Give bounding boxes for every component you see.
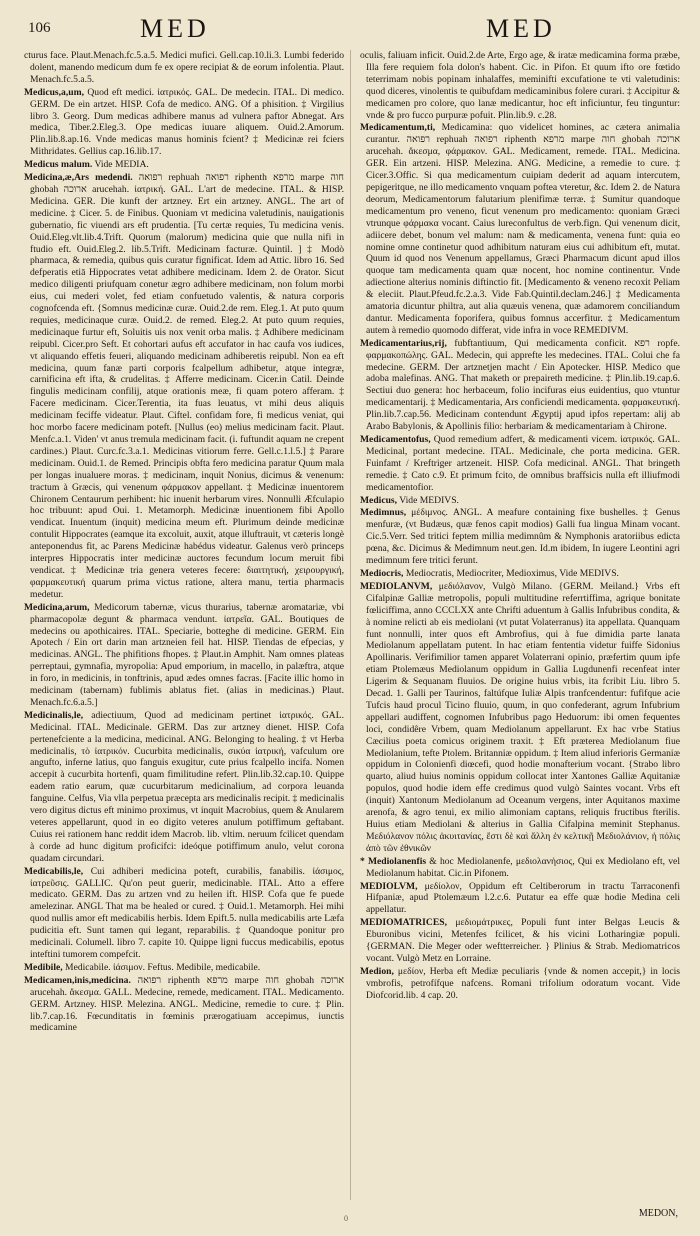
entry-headword: Medicina,æ,Ars medendi. xyxy=(24,172,133,184)
page-number: 106 xyxy=(28,20,51,36)
entry-headword: Medicus, xyxy=(360,494,398,506)
dictionary-entry xyxy=(360,881,680,917)
dictionary-entry xyxy=(360,966,680,1002)
dictionary-entry xyxy=(360,507,680,567)
entry-text: μεδιόλανον, Vulgò Milano. {GERM. Meiland.} Vrbs eft Cifalpinæ Galliæ metropolis, populi multitudine referrtiffima, agrique bonitate fœliciffima, anno CCCLXX ante Chrifti aduentum à Gallis Infubribus condita, & à nomine relicti ab eis mediolani (vt putat Volaterranus) ita appellata. Quanquam funt nonnulli, inter quos eft Ambrofius, qui à fue dimidia parte lanata Mediolanum appellatam putent. In hac etiam fententia videtur fuiffe Sidonius Apollinaris. Verifimilior tamen apparet Volaterrani opinio, præfertim quum ipfe etiam Ptolemæus Mediolanum oppidum in Gallia Lugdunenfi recenfeat inter Ligerim & Sequanam fluuios. De origine huius vrbis, ita fcribit Liu. libro 5. Decad. 1. Galli per Taurinos, faltúfque Iuliæ Alpis tranfcendentur: fufifque acie Tufcis haud procul Ticino fluuio, quum, in quo confederant, agrum Infubrium appellari audiffent, cognomen Infubribus pago Heduorum: ibi omen fequentes loci, condidêre Vrbem, quam Mediolanum appellarunt. Ex hac vrbe Statius Cæcilius poeta comicus originem traxit. ‡ Eft præterea Mediolanum fiue Mediolanium, tefte Ptolem. Britanniæ oppidum. ‡ Item aliud inferioris Germaniæ oppidum in Colonienfi diœcefi, quod hodie monafterium vocant. {Strabo libro quarto, aliud huius nominis oppidum collocat inter Xantones Galliæ Aquitaniæ populos, quod hodie idem effe credimus quod vulgò Saintes vocant. Vrbs eft (inquit) Xantonum Mediolanum ad Oceanum vergens, inter Aquitanos maxime arenofa, & agro tenui, ex milio alimoniam captans, reliquis fructibus fterilis. Huius etiam Mediolani & alterius in Gallia Cifalpina meminit Stephanus. Μεδιόλανον πόλις ἀκυιτανίας, ἔστι δὲ καὶ ἄλλη ἐν κελτικῇ Μεδιολάνιον, ἡ πόλις ἀπὸ τῶν ἐθνικῶν xyxy=(366,580,680,854)
entry-text: Medicorum tabernæ, vicus thurarius, tabernæ aromatariæ, vbi pharmacopolæ degunt & pharmaca vendunt. ἰατρεῖα. GAL. Boutiques de medecins ou apothicaires. ITAL. Speciarie, botteghe di medicine. GERM. Ein Apotech / Ein ort darin man artzneien feil hat. HISP. Tiendas de efpecias, y medicinas. ANGL. The phifitions fhopes. ‡ Plaut.in Amphit. Nam omnes plateas perreptaui, gymnafia, myropolia: Apud emporium, in macello, in palæftra, atque in foro, in medicinis, in tonftrinis, apud ædes omnes facras. [Facite illic homo in medicinam (tabernam) fublimis ablatus fiet. (alias in medicinas.) Plaut. Menach.fc.6.a.5.] xyxy=(30,601,344,708)
dictionary-entry xyxy=(24,866,344,961)
dictionary-entry xyxy=(360,495,680,507)
dictionary-entry xyxy=(360,434,680,494)
entry-text: μέδιμνος. ANGL. A meafure containing fixe bushelles. ‡ Genus menfuræ, (vt Budæus, quæ fenos capit modios) Galli fua lingua Minam vocant. Cic.5.Verr. Sed tritici feptem millia medimnûm & Nymphonis aratoriibus edicta pœna, &c. Dicimus & Medimnum neut.gen. Id.m ibidem, In iugere Leontini agri medimnum fere tritici ferunt. xyxy=(366,507,680,567)
catchword: MEDON, xyxy=(638,1208,678,1219)
dictionary-entry xyxy=(360,568,680,580)
running-head-left: MED xyxy=(140,14,210,43)
entry-text: רפואה riphenth מרפא marpe חוה ghobah ארוכה arucehah. ἄκεσμα. GALL. Medecine, remede, medicament. ITAL. Medicamento. GERM. Artzney. HISP. Melezina. ANGL. Medicine, remedie to cure. ‡ Plin. lib.7.cap.16. Fœcunditatis in fœminis prærogatiuam accepimus, iunctis medicamine xyxy=(30,974,344,1034)
entry-headword: * Mediolanenfis xyxy=(360,855,427,867)
dictionary-entry xyxy=(24,602,344,709)
right-column xyxy=(360,50,680,1205)
entry-headword: Medicina,arum, xyxy=(24,601,90,613)
entry-text: Quod eft medici. ἰατρικός. GAL. De medecin. ITAL. Di medico. GERM. De ein artzet. HISP. Cofa de medico. ANG. Of a phisition. ‡ Virgilius libro 3. Georg. Dum medicas adhibere manus ad vulnera paftor Abnegat. Ars medica, Tiber.2.Eleg.3. Ope medicas iuuare aliquem. Ouid.2.Amorum. Plin.lib.8.ap.16. Vnde medicas manus hominis fcient? ‡ Medicinæ rei fciers Mithridates. Gellius cap.16.lib.17. xyxy=(30,86,344,158)
dictionary-entry xyxy=(24,50,344,86)
dictionary-entry xyxy=(360,581,680,855)
entry-text: cturus face. Plaut.Menach.fc.5.a.5. Medici mufici. Gell.cap.10.li.3. Lumbi federido dolent, manendo medicum dum fe ex opere recipiat & de eorum infolentia. Plaut. Menach.fc.5.a.5. xyxy=(24,50,344,85)
dictionary-entry xyxy=(360,338,680,433)
entry-headword: Medicamentarius,rij, xyxy=(360,337,447,349)
left-column xyxy=(24,50,344,1205)
entry-headword: Medicabilis,le, xyxy=(24,865,84,877)
entry-headword: Medicus,a,um, xyxy=(24,86,84,98)
entry-text: Medicamina: quo videlicet homines, ac cætera animalia curantur. רפואה rephuah רפואה riphenth מרפא marpe חוה ghobah ארוכה arucehah. ἄκεσμα, φάρμακον. GAL. Medicament, remede. ITAL. Medicina. GER. Ein artzeni. HISP. Melezina. ANG. Medicine, a remedie to cure. ‡ Cicer.3.Offic. Si qua medicamentum cuipiam dederit ad aquam intercutem, pepigeritque, ne illo medicamento vnquam poftea vteretur, &c. Idem 2. de Natura deorum, Medicamentorum falutarium plenifimæ terræ. ‡ Sumitur quandoque medicamentum pro veneno, ficut venenum pro medicamento: quoniam Græci vtrunque φάρμακα vocant. Caius lureconfultus de verb.fign. Qui venenum dicit, adiicere debet, bonum vel malum: nam & medicamenta, venena funt: quia eo nomine omne continetur quod adhibitum naturam eius cui adhibitum eft, mutat. Quum id quod nos Venenum appellamus, Græci Pharmacum dicunt apud illos quoque tam medicamenta quam quæ nocent, hoc nomine continentur. Vnde adiectione alterius nominis diftinctio fit. [Medicamento & veneno recoxit Peliam & eleciit. Plaut.Pfeud.fc.2.a.3. Vide Fab.Quintil.declam.246.] ‡ Medicamenta amatoria dicuntur philtra, aut alia quæuis venena, quæ adamorem conciliandum dantur. Medicamenta foporifera, quibus fomnus accerfitur. ‡ Medicamentum autem à remedio quomodo differat, vide infra in voce REMEDIVM. xyxy=(366,122,680,336)
entry-text: fubftantiuum, Qui medicamenta conficit. רפא ropfe. φαρμακοπώλης. GAL. Medecin, qui apprefte les medecines. ITAL. Colui che fa medecine. GERM. Der artznetjen macht / Ein Apotecker. HISP. Medico que adoba malefinas. ANG. That maketh or prepaireth medicine. ‡ Plin.lib.19.cap.6. Sectiui duo genera: hoc herbaceum, folio incifuras eius euidentius, quo vtuntur medicamentarij. ‡ Medicamentaria, Ars conficiendi medicamenta. φαρμακευτική. Plin.lib.7.cap.56. Medicinam contendunt Ægyptij apud ipfos repertam: alij ab Arabo Babylonis, & Apollinis filio: herbariam & medicamentariam à Chirone. xyxy=(366,337,680,433)
dictionary-entry xyxy=(360,122,680,336)
entry-headword: Medicamentofus, xyxy=(360,434,431,445)
entry-headword: Medicus malum. xyxy=(24,159,93,171)
entry-text: Vide MEDIA. xyxy=(94,159,149,171)
entry-text: Vide MEDIVS. xyxy=(399,494,459,506)
entry-headword: Medicamentum,ti, xyxy=(360,122,436,134)
entry-headword: Medicinalis,le, xyxy=(24,709,84,721)
entry-headword: MEDIOMATRICES, xyxy=(360,917,447,929)
dictionary-entry xyxy=(360,856,680,880)
entry-text: Medicabile. ἰάσιμον. Feftus. Medibile, medicabile. xyxy=(65,961,261,973)
dictionary-entry xyxy=(24,159,344,171)
entry-text: Quod remedium adfert, & medicamenti vicem. ἰατρικός. GAL. Medicinal, portant medecine. ITAL. Medicinale, che porta medicina. GER. Fuinfamt / Kreftriger artzeneit. HISP. Cofa medicinal. ANGL. That bringeth remedie. ‡ Cato c.9. Et primum fcito, de omnibus braffsicis nulla eft illiufmodi medicamentofior. xyxy=(366,434,680,493)
page-header xyxy=(0,14,700,44)
dictionary-entry xyxy=(360,50,680,121)
dictionary-entry xyxy=(24,962,344,974)
entry-headword: Medion, xyxy=(360,965,394,977)
entry-text: Cui adhiberi medicina poteft, curabilis, fanabilis. ἰάσιμος, ἰατρεῦσις. GALLIC. Qu'on peut guerir, medicinable. ITAL. Atto a effere medicato. GERM. Das zu artzen vnd zu heilen ift. HISP. Cofa que fe puede amelezinar. ANGL That ma be healed or cured. ‡ Ouid.1. Metamorph. Hei mihi quod nullis amor eft medicabilis herbis. Idem Epift.5. nulla medicabilis arte Læfa pudicitia eft. Sunt tamen qui legant, reparabilis. ‡ Quandoque ponitur pro medicinali. Columell. libro 7. capite 10. Quippe ligni fuccus medicabilis, epotus inteftini tumorem compefcit. xyxy=(30,865,344,960)
dictionary-entry xyxy=(360,917,680,965)
entry-text: & hoc Mediolanenfe, μεδιολανήσιος, Qui ex Mediolano eft, vel Mediolanum habitat. Cic.in Pifonem. xyxy=(366,855,680,879)
dictionary-entry xyxy=(24,87,344,158)
entry-headword: MEDIOLANVM, xyxy=(360,580,433,592)
entry-headword: Medimnus, xyxy=(360,507,407,519)
column-divider xyxy=(350,50,351,1200)
entry-text: μεδιομάτρικες, Populi funt inter Belgas Leucis & Eburonibus vicini, Metenfes fcilicet, & his vicini Lotharingiæ populi. {GERMAN. Die Meger oder weftterreicher. } Plinius & Strab. Mediomatricos vocant. Vulgò Metz en Lorraine. xyxy=(366,917,680,964)
dictionary-entry xyxy=(24,710,344,865)
entry-text: Mediocratis, Mediocriter, Medioximus, Vide MEDIVS. xyxy=(405,567,619,579)
dictionary-entry xyxy=(24,975,344,1035)
dictionary-entry xyxy=(24,172,344,601)
entry-text: μεδίολον, Oppidum eft Celtiberorum in tractu Tarraconenfi Hifpaniæ, apud Ptolemæum l.2.c.6. Putatur ea effe quæ hodie Medina celi appellatur. xyxy=(366,880,680,916)
entry-text: oculis, faliuam inficit. Ouid.2.de Arte, Ergo age, & iratæ medicamina forma præbe, Illa fere requiem fola dolon's habent. Cic. in Pifon. Et quum ifto ore fœtido teterrimam nobis popinam inhalaffes, meminifti excufatione te vti valetudinis: quod diceres, vinolentis te quibufdam medicaminibus folere curari. ‡ Accipitur & medicamen pro colore, quo lanæ medicantur, hoc eft inficiuntur, feu tinguntur: vnde & pro fucco purpuræ pofuit. Plin.lib.9. c.28. xyxy=(360,50,680,121)
entry-headword: MEDIOLVM, xyxy=(360,880,418,892)
entry-headword: Medicamen,inis,medicina. xyxy=(24,974,131,986)
entry-headword: Medibile, xyxy=(24,961,63,973)
entry-text: רפואה rephuah רפואה riphenth מרפא marpe חוה ghobah ארוכה arucehah. ἰατρική. GAL. L'art de medecine. ITAL. & HISP. Medicina. GER. Die kunft der artzney. Ert ein artzney. ANGL. The art of medicine. ‡ Cicer. 5. de Finibus. Quoniam vt medicina valetudinis, nauigationis gubernatio, fic viuendi ars eft prudentia. [Tu certæ requies, Tu medicina venis. Ouid.Eleg.vlt.lib.4.Trift. Quorum (malorum) medicina quie que nulla nifi in ftudio eft. Ouid.Eleg.2. lib.5.Trift. Medicinam facturæ. Quintil. ] ‡ Modò pharmaca, & remedia, quibus quis curatur fignificat. Idem ad Attic. libro 16. Sed defperatis etiā Hippocrates vetat adhibere medicinam. Idem 2. de Orator. Sicut medico diligenti priufquam conetur ægro adhibere medicinam, non folum morbi eius, cui mederi volet, fed etiam confuetudo valentis, & natura corporis cognofcenda eft. {Somnus medicinæ curæ. Ouid.2.de rem. Eleg.1. At puto quum requies, medicinaque curæ. Ouid.2. de remed. Eleg.2. At puto quum requies, medicinaque furtur eft, Soluitis uis nox venit orba malis. ‡ Adhibere medicinam reipubl. Cicer.pro Seft. Et cohortari aufus eft accufator in hac caufa vos iudices, vt aliquando effetis feueri, aliquando medicinam adhiberetis reipubl. Non ea eft medicina, quum fanæ parti corporis fcalpellum adhibetur, atque integræ, carnificina eft ifta, & crudelitas. ‡ Afferre medicinam. Cicer.in Catil. Deinde fingulis medicinam confilij, atque orationis meæ, fi quam potero afferam. ‡ Facere medicinam. Cicer.Terentia, ita fuas leuatus, vt mihi deus aliquis medicinam feciffe videatur. Plaut. Ciftel. confidam fore, fi medicus veniat, qui hoc morbo facere medicinam poteft. [Nullus (eo) melius medicinam facit. Plaut. Menfc.a.1. Viden' vt anus tremula medicinam facit. (i. fuftundit aquam ne crepent cardines.) Plaut. Curc.fc.3.a.1. Medicinas vitiorum ferre. Gell.c.1.l.5.] ‡ Parare medicinam. Ouid.1. de Remed. Principis obfta fero medicina paratur Quum mala per longas inualuere moras. ‡ medicinam, inquit Nonius, dicimus & venenum: tractum à Græcis, qui venenum φάρμακον appellant. ‡ Medicinæ inuentorem Chironem Centaurum perhibent: hic inuenit herbarum vires. Nonnulli Æfculapio hoc tribuunt: apud Oui. 1. Metamorph. Medicinæ inuentionem fibi Apollo vendicat. Inuentum (inquit) medicina meum eft. Plurimum deinde medicinæ contulit Hippocrates (eamque ita excoluit, auxit, atque illuftrauit, vt cæteris longè anteponendus fit, ac Parens Medicinæ habédus videatur. Galenus verò princeps interpres Hippocratis inter medicinæ auctores fecundum locum meruit fibi vendicat. ‡ Medicinæ tria genera veteres fecere: διαιτητική, χειρουργική, φαρμακευτική quarum prima victus ratione, altera manu, tertia pharmacis medetur. xyxy=(30,172,344,600)
entry-headword: Mediocris, xyxy=(360,567,404,579)
entry-text: adiectiuum, Quod ad medicinam pertinet ἰατρικός. GAL. Medicinal. ITAL. Medicinale. GERM. Das zur artzney dienet. HISP. Cofa pertenefciente a la medicina, medicinal. ANG. Belonging to healing. ‡ vt Herba medicinalis, τὸ ἰατρικόν. Cucurbita medicinalis, σικύα ἰατρική, vafculum ore angufto, inferne latius, quo fanguis exugitur, cute prius fcalpello incifa. Nomen accepit à cucurbita hortenfi, quam fimilitudine refert. Plin.lib.32.cap.10. Quippe eadem ratio earum, quæ cucurbitarum medicinalium, ad corpora leuanda fanguine. Celfus, Via vlla perpetua præcepta ars medicinalis recipit. ‡ medicinalis vero digitus dictus eft minimo proximus, vt inquit Macrobius, quem & Anularem veteres appellarunt, quod in eo digito veteres anulum potiffimum geftabant. Cuius rei rationem hanc reddit idem Macrob. lib. vltim. neruum fcilicet quendam à corde ad hunc digitum proficifci: ideóque potiffimum anulo, velut corona quadam circundari. xyxy=(30,709,344,864)
running-head-right: MED xyxy=(486,14,556,43)
entry-text: μεδίον, Herba eft Mediæ peculiaris {vnde & nomen accepit,} in locis vmbrofis, petrofífque nafcens. Romani trifolium odoratum vocant. Vide Diofcorid.lib. 4 cap. 20. xyxy=(366,965,680,1001)
footer-mark: 0 xyxy=(344,1214,348,1223)
